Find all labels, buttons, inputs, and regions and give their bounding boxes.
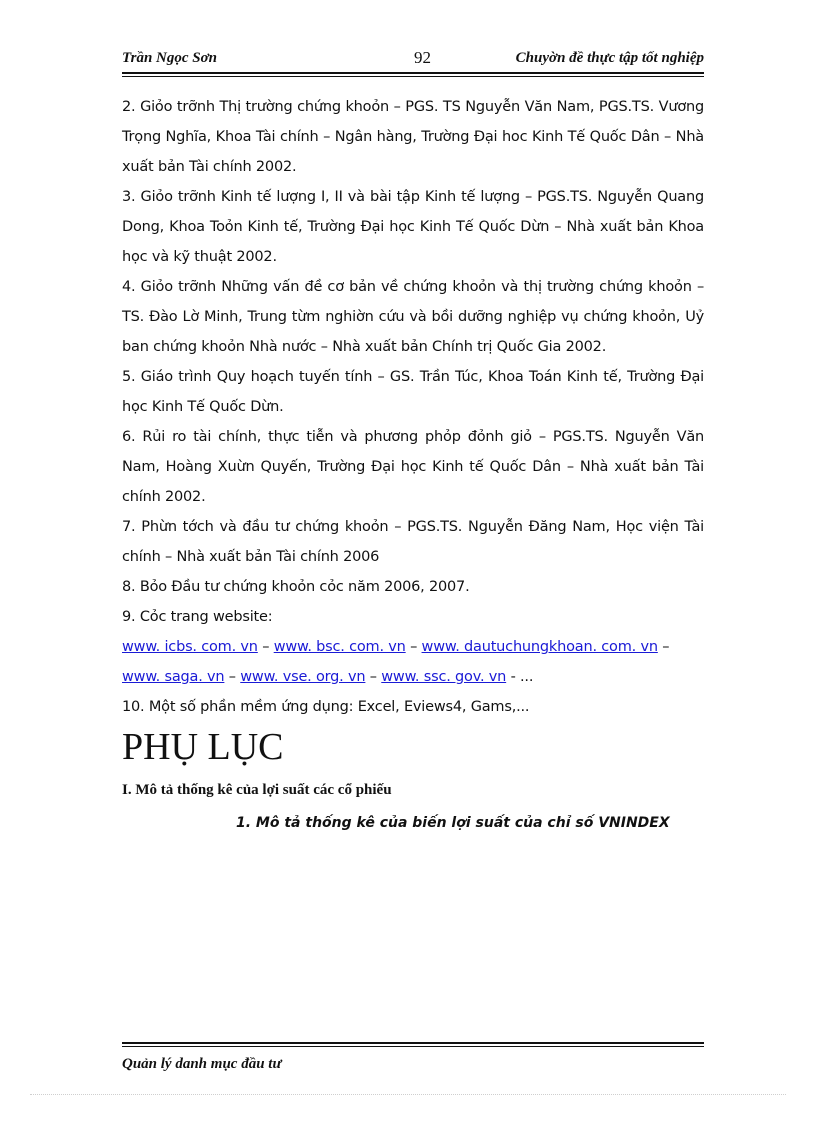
website-link-dautuchungkhoan[interactable]: www. dautuchungkhoan. com. vn <box>421 639 658 655</box>
footer-rule-thick <box>122 1042 704 1044</box>
website-link-icbs[interactable]: www. icbs. com. vn <box>122 639 258 655</box>
header-rule-thin <box>122 76 704 77</box>
websites-label: 9. Cỏc trang website: <box>122 609 273 625</box>
reference-item: 7. Phừn tớch và đầu tư chứng khoỏn – PGS.TS. Nguyễn Đăng Nam, Học viện Tài chính – Nhà xuất bản Tài chính 2006 <box>122 519 704 565</box>
reference-item: 8. Bỏo Đầu tư chứng khoỏn cỏc năm 2006, 2007. <box>122 579 470 595</box>
website-link-ssc[interactable]: www. ssc. gov. vn <box>381 669 507 685</box>
software-item: 10. Một số phần mềm ứng dụng: Excel, Eviews4, Gams,... <box>122 699 530 715</box>
page-edge-dotted-line <box>30 1094 786 1095</box>
appendix-title: PHỤ LỤC <box>122 726 284 768</box>
header-course-title: Chuyờn đề thực tập tốt nghiệp <box>515 50 704 66</box>
link-separator: – <box>257 639 274 655</box>
footer-rule-thin <box>122 1046 704 1047</box>
reference-item: 3. Giỏo trỡnh Kinh tế lượng I, II và bài tập Kinh tế lượng – PGS.TS. Nguyễn Quang Dong, Khoa Toỏn Kinh tế, Trường Đại học Kinh Tế Quốc Dừn – Nhà xuất bản Khoa học và kỹ thuật 2002. <box>122 189 704 265</box>
reference-list <box>122 92 704 722</box>
subsection-heading: 1. Mô tả thống kê của biến lợi suất của chỉ số VNINDEX <box>236 815 670 831</box>
header-page-number: 92 <box>414 48 431 67</box>
reference-item: 6. Rủi ro tài chính, thực tiễn và phương phỏp đỏnh giỏ – PGS.TS. Nguyễn Văn Nam, Hoàng Xuừn Quyến, Trường Đại học Kinh tế Quốc Dân – Nhà xuất bản Tài chính 2002. <box>122 429 704 505</box>
link-separator: – <box>224 669 241 685</box>
link-separator: – <box>365 669 382 685</box>
header-author: Trần Ngọc Sơn <box>122 50 218 66</box>
website-link-vse[interactable]: www. vse. org. vn <box>240 669 366 685</box>
link-separator: – <box>405 639 422 655</box>
reference-item: 5. Giáo trình Quy hoạch tuyến tính – GS. Trần Túc, Khoa Toán Kinh tế, Trường Đại học Kinh Tế Quốc Dừn. <box>122 369 704 415</box>
links-trailing: - ... <box>506 669 534 685</box>
website-link-saga[interactable]: www. saga. vn <box>122 669 225 685</box>
website-link-bsc[interactable]: www. bsc. com. vn <box>273 639 406 655</box>
header-rule-thick <box>122 72 704 74</box>
page-footer: Quản lý danh mục đầu tư <box>122 1056 282 1072</box>
websites-row-2 <box>122 662 704 692</box>
reference-item: 2. Giỏo trỡnh Thị trường chứng khoỏn – PGS. TS Nguyễn Văn Nam, PGS.TS. Vương Trọng Nghĩa, Khoa Tài chính – Ngân hàng, Trường Đại hoc Kinh Tế Quốc Dân – Nhà xuất bản Tài chính 2002. <box>122 99 704 175</box>
websites-row-1 <box>122 632 704 662</box>
page-header <box>122 46 704 72</box>
section-heading: I. Mô tả thống kê của lợi suất các cổ phiếu <box>122 782 392 798</box>
reference-item: 4. Giỏo trỡnh Những vấn đề cơ bản về chứng khoỏn và thị trường chứng khoỏn – TS. Đào Lờ Minh, Trung từm nghiờn cứu và bồi dưỡng nghiệp vụ chứng khoỏn, Uỷ ban chứng khoỏn Nhà nước – Nhà xuất bản Chính trị Quốc Gia 2002. <box>122 279 704 355</box>
link-separator: – <box>657 639 670 655</box>
